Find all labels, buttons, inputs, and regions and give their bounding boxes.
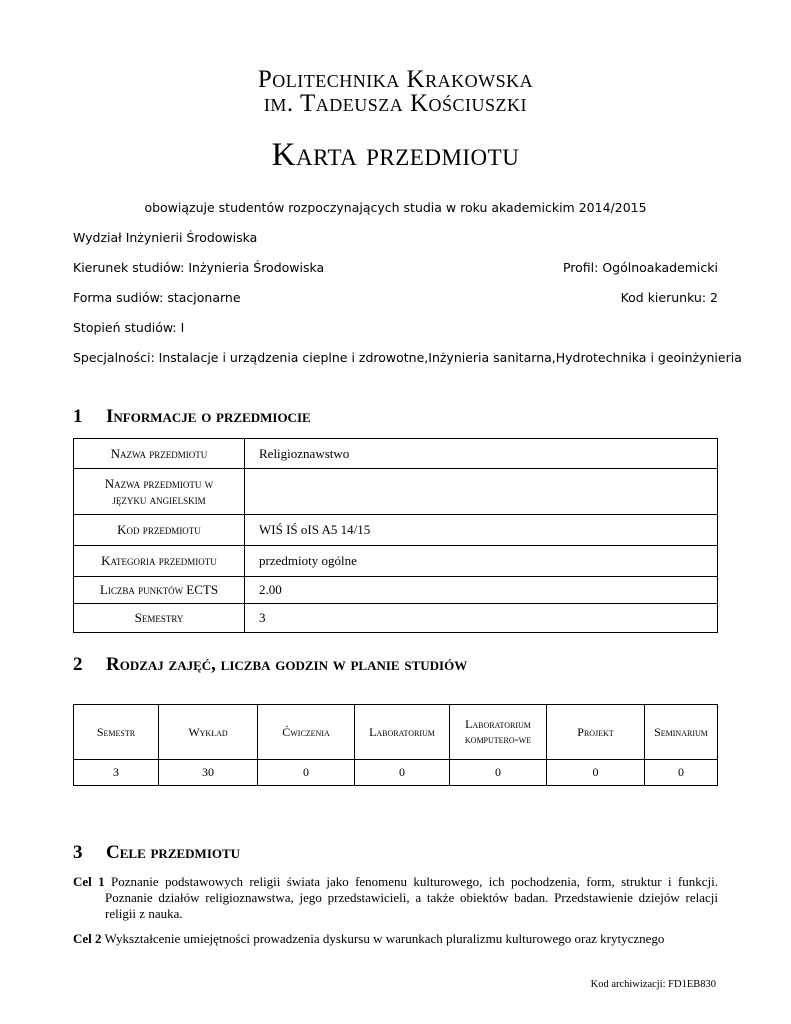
table-row xyxy=(74,604,718,633)
row-label: Nazwa przedmiotu w języku angielskim xyxy=(74,469,245,515)
column-header: Semestr xyxy=(74,705,159,760)
study-form: Forma sudiów: stacjonarne xyxy=(73,290,241,305)
row-value xyxy=(245,469,718,515)
section-title: Informacje o przedmiocie xyxy=(106,406,311,427)
section-number: 3 xyxy=(73,842,83,863)
page-title: Karta przedmiotu xyxy=(271,137,520,173)
column-header: Projekt xyxy=(547,705,645,760)
row-value: 2.00 xyxy=(245,577,718,604)
row-label: Kategoria przedmiotu xyxy=(74,546,245,577)
row-value: 3 xyxy=(245,604,718,633)
goal-text: Wykształcenie umiejętności prowadzenia dyskursu w warunkach pluralizmu kulturowego oraz krytycznego xyxy=(104,931,665,946)
table-cell: 30 xyxy=(159,760,258,786)
column-header: Ćwiczenia xyxy=(258,705,355,760)
row-label: Nazwa przedmiotu xyxy=(74,439,245,469)
university-name: Politechnika Krakowska xyxy=(257,66,534,93)
section-heading-1 xyxy=(73,406,311,428)
section-heading-2 xyxy=(73,654,467,676)
goal-label: Cel 1 xyxy=(73,874,105,889)
table-row xyxy=(74,439,718,469)
table-row xyxy=(74,760,718,786)
row-label: Kod przedmiotu xyxy=(74,515,245,546)
specializations: Specjalności: Instalacje i urządzenia cieplne i zdrowotne,Inżynieria sanitarna,Hydrotechnika i geoinżynieria xyxy=(73,350,742,365)
section-title: Cele przedmiotu xyxy=(106,842,241,863)
university-patron: im. Tadeusza Kościuszki xyxy=(263,90,528,117)
row-label: Liczba punktów ECTS xyxy=(74,577,245,604)
section-number: 1 xyxy=(73,406,83,427)
column-header: Wykład xyxy=(159,705,258,760)
table-cell: 0 xyxy=(547,760,645,786)
column-header: Laboratorium xyxy=(355,705,450,760)
goal-item xyxy=(73,874,718,922)
column-header: Seminarium xyxy=(645,705,718,760)
table-cell: 0 xyxy=(355,760,450,786)
section-title: Rodzaj zajęć, liczba godzin w planie studiów xyxy=(106,654,468,675)
table-row xyxy=(74,546,718,577)
goal-item xyxy=(73,931,718,947)
validity-note: obowiązuje studentów rozpoczynających studia w roku akademickim 2014/2015 xyxy=(144,200,647,215)
table-cell: 0 xyxy=(645,760,718,786)
column-header: Laboratorium komputero-we xyxy=(450,705,547,760)
goal-text: Poznanie podstawowych religii świata jako fenomenu kulturowego, ich pochodzenia, form, struktur i funkcji. Poznanie działów religioznawstwa, jego przedstawicieli, a także obiektów badan. Przedstawienie dziejów relacji religii z nauka. xyxy=(105,874,718,921)
table-row xyxy=(74,469,718,515)
row-value: WIŚ IŚ oIS A5 14/15 xyxy=(245,515,718,546)
section-heading-3 xyxy=(73,842,240,864)
table-row xyxy=(74,515,718,546)
field-code: Kod kierunku: 2 xyxy=(620,290,718,305)
field-of-study: Kierunek studiów: Inżynieria Środowiska xyxy=(73,260,325,275)
archive-code: Kod archiwizacji: FD1EB830 xyxy=(590,979,716,990)
faculty: Wydział Inżynierii Środowiska xyxy=(73,230,258,245)
degree-level: Stopień studiów: I xyxy=(73,320,185,335)
subject-info-table xyxy=(73,438,718,633)
table-row xyxy=(74,577,718,604)
table-cell: 0 xyxy=(258,760,355,786)
table-cell: 0 xyxy=(450,760,547,786)
goal-label: Cel 2 xyxy=(73,931,102,946)
table-cell: 3 xyxy=(74,760,159,786)
section-number: 2 xyxy=(73,654,83,675)
row-label: Semestry xyxy=(74,604,245,633)
row-value: przedmioty ogólne xyxy=(245,546,718,577)
row-value: Religioznawstwo xyxy=(245,439,718,469)
hours-table xyxy=(73,704,718,786)
profile: Profil: Ogólnoakademicki xyxy=(562,260,718,275)
table-header-row xyxy=(74,705,718,760)
